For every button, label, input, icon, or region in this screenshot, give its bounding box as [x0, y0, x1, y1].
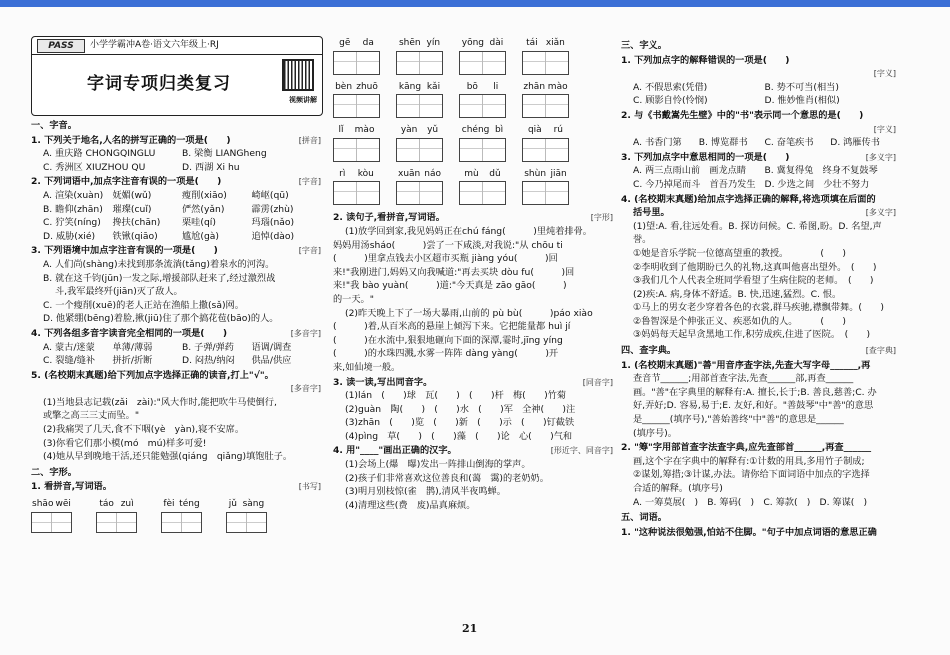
sentence: (3)明月别枝惊(雀 鹊),清风半夜鸣蝉。 — [345, 486, 506, 498]
header-series-bar — [32, 37, 322, 55]
pinyin-grid-row — [333, 168, 613, 206]
section-heading: 五、词语。 — [621, 512, 667, 524]
options — [31, 230, 321, 244]
question-text: 4. (名校期末真题)给加点字选择正确的解释,将选项填在后面的 — [621, 193, 876, 205]
options[interactable]: A. 一筹莫展( ) B. 筹码( ) C. 筹款( ) D. 筹谋( ) — [633, 496, 868, 508]
option[interactable]: A. 人们尚(shàng)未找到那条流淌(tǎng)着泉水的河沟。 — [43, 258, 275, 270]
sentence: (2)我痛哭了几天,食不下咽(yè yàn),寝不安席。 — [43, 424, 245, 436]
sentence: (4)她从早到晚地干活,还只能勉强(qiáng qiǎng)填饱肚子。 — [43, 451, 293, 463]
question-text: 1. 看拼音,写词语。 — [31, 481, 112, 493]
tag: [多音字] — [290, 384, 321, 394]
question-line: 合适的解释。(填序号) — [633, 483, 723, 494]
sentence-continued: 或擎之高三三丈而坠。" — [43, 410, 140, 422]
definition-line: (2)疾:A. 病,身体不舒适。B. 快,迅速,猛烈。C. 恨。 — [633, 288, 842, 300]
question-text: 2. 读句子,看拼音,写词语。 — [333, 212, 445, 224]
option-continued: 斗,我军最终歼(jiān)灭了敌人。 — [55, 286, 183, 298]
section-heading: 三、字义。 — [621, 40, 667, 51]
question — [31, 175, 321, 189]
option-word: 璀璨(cuǐ) — [112, 203, 152, 215]
column-middle — [333, 37, 613, 512]
tag: [字音] — [298, 177, 321, 187]
question — [621, 54, 896, 68]
passage-line: (2)昨天晚上下了一场大暴雨,山前的 pù bù( )páo xiào — [345, 307, 593, 319]
pinyin: jiān — [550, 168, 567, 179]
options — [31, 203, 321, 217]
option-word: 供品/供应 — [251, 355, 292, 367]
pinyin-box — [522, 81, 569, 119]
homophone-row: (4)pìng 草( ) ( )藻 ( )论 心( )气和 — [345, 430, 573, 442]
option[interactable]: D. 他紧绷(bēng)着脸,揪(jiū)住了那个搞花苞(bāo)的人。 — [43, 313, 279, 325]
question-text: 3. 读一读,写出同音字。 — [333, 376, 433, 388]
pinyin: shēn — [398, 38, 421, 48]
tag: [拼音] — [298, 135, 321, 145]
tag: [多音字] — [290, 328, 321, 338]
option[interactable]: A. 蒙古/迷蒙 — [43, 341, 95, 353]
writing-grid[interactable] — [396, 181, 443, 205]
pinyin-box — [333, 37, 380, 75]
passage-line: ( )的水珠四溅,水雾一阵阵 dàng yàng( )开 — [333, 348, 559, 360]
option-word: 铁锹(qiāo) — [112, 230, 158, 242]
tag: [字形] — [590, 213, 613, 223]
question-text: 2. 与《书戴嵩先生壁》中的"书"表示同一个意思的是( ) — [621, 109, 864, 121]
option[interactable]: B. 就在这千钧(jūn)一发之际,增援部队赶来了,经过激烈战 — [43, 272, 276, 284]
pinyin: zhān — [523, 81, 546, 92]
options — [31, 147, 321, 161]
question — [31, 134, 321, 148]
pinyin: kǎi — [426, 81, 441, 92]
section-heading-row — [621, 344, 896, 358]
writing-grid[interactable] — [459, 138, 506, 162]
question-text: 1. (名校期末真题)"善"用音序查字法,先查大写字母______,再 — [621, 359, 871, 371]
pinyin: wēi — [55, 499, 71, 510]
options — [621, 178, 896, 192]
passage-line: 来!"我刚进门,妈妈又向我喊道:"再去买块 dòu fu( )回 — [333, 266, 575, 278]
pinyin: fèi — [163, 499, 175, 510]
column-right — [621, 37, 896, 539]
option[interactable]: C. 奋笔疾书 — [764, 137, 814, 149]
pinyin: dài — [489, 38, 504, 48]
writing-grid[interactable] — [459, 51, 506, 75]
pinyin-box — [396, 124, 443, 162]
pinyin: bì — [494, 125, 504, 136]
pinyin-box — [459, 124, 506, 162]
passage-line: 的一天。" — [333, 293, 374, 305]
question-text: 5. (名校期末真题)给下列加点字选择正确的读音,打上"√"。 — [31, 369, 274, 381]
pinyin: náo — [424, 168, 441, 179]
column-left — [31, 117, 321, 533]
option[interactable]: A. 不假思索(凭借) — [633, 81, 708, 93]
pinyin-box — [522, 124, 569, 162]
pinyin: shùn — [524, 168, 547, 179]
question — [31, 480, 321, 494]
qr-code-icon[interactable] — [282, 59, 314, 91]
passage-line: ( )在水流中,狠狠地砸向下面的深潭,霎时,jīng yíng — [333, 334, 563, 346]
tag: [多义字] — [865, 208, 896, 218]
section-heading: 四、查字典。 — [621, 345, 677, 357]
pinyin: bō — [466, 81, 478, 92]
question-text: 1. "这种说法很勉强,怕站不住脚。"句子中加点词语的意思正确 — [621, 526, 877, 538]
pinyin-box — [459, 37, 506, 75]
pinyin-box — [396, 168, 443, 206]
pinyin: yōng — [461, 38, 484, 48]
sentence: (2)孩子们非常喜欢这位善良和(蔼 霭)的老奶奶。 — [345, 472, 549, 484]
pinyin: yàn — [400, 125, 418, 136]
option[interactable]: B. 势不可当(相当) — [764, 81, 839, 93]
option-word: 尴尬(gà) — [182, 230, 220, 242]
pinyin-box — [459, 168, 506, 206]
pinyin-box — [396, 81, 443, 119]
pinyin: zhuō — [356, 81, 378, 92]
pinyin: mào — [354, 125, 375, 136]
option[interactable]: D. 闷热/纳闷 — [182, 355, 235, 367]
sentence: ②鲁智深是个伸张正义、疾恶如仇的人。 ( ) — [633, 315, 846, 327]
option[interactable]: A. 书香门第 — [633, 137, 682, 149]
writing-grid[interactable] — [226, 512, 267, 533]
pinyin: xiǎn — [545, 38, 565, 48]
tag: [多义字] — [865, 152, 896, 162]
pinyin: mào — [547, 81, 568, 92]
top-bar — [0, 0, 950, 7]
option[interactable]: A. 重庆路 CHONGQINGLU — [43, 148, 156, 160]
option-word: 崎岖(qū) — [251, 189, 289, 201]
options — [31, 161, 321, 175]
option-word: 妩媚(wǔ) — [112, 189, 152, 201]
writing-grid[interactable] — [522, 181, 569, 205]
question-text: 括号里。 — [633, 207, 670, 219]
question-text: 1. 下列加点字的解释错误的一项是( ) — [621, 54, 790, 66]
pinyin: rú — [553, 125, 564, 136]
pinyin-grid-row — [333, 37, 613, 75]
question-line: 画,这个字在字典中的解释有:①计数的用具,多用竹子制成; — [633, 455, 865, 467]
writing-grid[interactable] — [522, 94, 569, 118]
question-text: 4. 用"____"画出正确的汉字。 — [333, 445, 457, 457]
pinyin-box — [31, 498, 72, 533]
writing-grid[interactable] — [31, 512, 72, 533]
question-line: 画。"善"在字典里的解释有:A. 擅长,长于;B. 善良,慈善;C. 办 — [633, 386, 877, 398]
question — [31, 244, 321, 258]
option-word: 瘦削(xiāo) — [182, 189, 227, 201]
question-line: 查音节______;用部首查字法,先查______部,再查______ — [633, 373, 854, 385]
sentence: (1)会场上(爆 曝)发出一阵排山倒海的掌声。 — [345, 459, 531, 471]
series-title: 小学学霸冲A卷·语文六年级上·RJ — [90, 40, 219, 50]
question-text: 4. 下列各组多音字读音完全相同的一项是( ) — [31, 327, 228, 339]
option[interactable]: C. 秀洲区 XIUZHOU QU — [43, 161, 146, 173]
sentence: (1)当地县志记载(zǎi zài):"风大作时,能把吹牛马使倒行, — [43, 396, 277, 408]
question — [333, 211, 613, 225]
question — [333, 444, 613, 458]
writing-grid[interactable] — [396, 51, 443, 75]
tag: [书写] — [298, 482, 321, 492]
pinyin-box — [522, 168, 569, 206]
tag-row — [621, 123, 896, 137]
option[interactable]: B. 梁衡 LIANGheng — [182, 148, 267, 160]
page-title: 字词专项归类复习 — [87, 74, 231, 94]
pinyin: qià — [527, 125, 542, 136]
options — [621, 164, 896, 178]
question-text: 2. "筹"字用部首查字法查字典,应先查部首______,再查______ — [621, 442, 872, 454]
question — [621, 151, 896, 165]
pinyin-box — [522, 37, 569, 75]
writing-grid[interactable] — [333, 138, 380, 162]
option[interactable]: A. 两三点雨山前 画龙点睛 — [633, 165, 747, 177]
options — [31, 216, 321, 230]
question-text: 2. 下列词语中,加点字注音有误的一项是( ) — [31, 176, 222, 188]
writing-grid[interactable] — [459, 181, 506, 205]
pinyin: tái — [526, 38, 538, 48]
pinyin: kāng — [398, 81, 422, 92]
tag-row — [31, 382, 321, 396]
pinyin-grid-row — [333, 81, 613, 119]
tag: [查字典] — [865, 346, 896, 356]
pinyin-box — [396, 37, 443, 75]
pinyin-grid-row — [31, 498, 321, 533]
question — [621, 359, 896, 373]
pinyin: chéng — [461, 125, 490, 136]
pinyin-box — [161, 498, 202, 533]
homophone-row: (1)lán ( )球 瓦( ) ( )杆 梅( )竹菊 — [345, 390, 567, 402]
question-line: ②谋划,筹措;③计谋,办法。请你给下面词语中加点的字选择 — [633, 469, 870, 481]
writing-grid[interactable] — [96, 512, 137, 533]
question — [621, 193, 896, 207]
option-word: 拼折/折断 — [112, 355, 153, 367]
pinyin-box — [333, 168, 380, 206]
sentence: (4)清理这些(费 废)品真麻烦。 — [345, 499, 476, 511]
pinyin: rì — [339, 168, 346, 179]
options — [621, 81, 896, 95]
option[interactable]: D. 少选之间 少壮不努力 — [764, 178, 870, 190]
pinyin: yín — [426, 38, 441, 48]
sentence: ①她是音乐学院一位德高望重的教授。 ( ) — [633, 247, 846, 259]
tag: [字音] — [298, 246, 321, 256]
pinyin: gē — [339, 38, 351, 48]
writing-grid[interactable] — [522, 51, 569, 75]
option-word: 追悼(dào) — [251, 230, 295, 242]
writing-grid[interactable] — [459, 94, 506, 118]
options — [621, 94, 896, 108]
question-line: 是______(填序号),"善始善终"中"善"的意思是______ — [633, 414, 844, 426]
question — [621, 109, 896, 123]
passage-line: ( )着,从百米高的悬崖上倾泻下来。它把能量都 huì jí — [333, 321, 571, 333]
homophone-row: (2)guàn 陶( ) ( )水 ( )军 全神( )注 — [345, 403, 576, 415]
pinyin: yǔ — [427, 125, 439, 136]
writing-grid[interactable] — [161, 512, 202, 533]
question-text: 3. 下列语境中加点字注音有误的一项是( ) — [31, 245, 218, 257]
pinyin: bèn — [335, 81, 353, 92]
pinyin-box — [333, 124, 380, 162]
option[interactable]: D. 鸿雁传书 — [830, 137, 880, 149]
pinyin: kòu — [357, 168, 374, 179]
option[interactable]: D. 威胁(xié) — [43, 230, 96, 242]
homophone-row: (3)zhān ( )览 ( )新 ( )示 ( )钉截铁 — [345, 417, 575, 429]
option[interactable]: C. 顾影自怜(怜悯) — [633, 95, 708, 107]
pinyin: xuān — [398, 168, 421, 179]
pinyin-box — [96, 498, 137, 533]
passage-line: 妈妈用汤sháo( )尝了一下咸淡,对我说:"从 chōu ti — [333, 239, 563, 251]
option[interactable]: C. 裂缝/缝补 — [43, 355, 96, 367]
option[interactable]: B. 子弹/弹药 — [182, 341, 234, 353]
option[interactable]: D. 西湖 Xi hu — [182, 161, 240, 173]
tag-row — [621, 67, 896, 81]
writing-grid[interactable] — [333, 94, 380, 118]
passage-line: 来!"我 bào yuàn( )道:"今天真是 zāo gāo( ) — [333, 280, 567, 292]
tag: [字义] — [873, 69, 896, 79]
pinyin: da — [362, 38, 374, 48]
pinyin-grid-row — [333, 124, 613, 162]
writing-grid[interactable] — [333, 51, 380, 75]
question — [333, 376, 613, 390]
option[interactable]: B. 瞻仰(zhān) — [43, 203, 103, 215]
qr-caption: 视频讲解 — [289, 96, 317, 104]
option[interactable]: D. 惟妙惟肖(相似) — [764, 95, 840, 107]
writing-grid[interactable] — [396, 138, 443, 162]
passage-line: ( )里拿点钱去小区超市买瓶 jiàng yóu( )回 — [333, 253, 558, 265]
options — [621, 136, 896, 150]
pinyin: li — [493, 81, 499, 92]
options — [31, 189, 321, 203]
pinyin: téng — [179, 499, 200, 510]
question — [621, 526, 896, 540]
pinyin: dǔ — [489, 168, 501, 179]
sentence: (3)你看它们那小模(mó mú)样多可爱! — [43, 437, 207, 449]
pinyin-box — [226, 498, 267, 533]
question-text: 1. 下列关于地名,人名的拼写正确的一项是( ) — [31, 134, 231, 146]
option-word: 霹雳(zhù) — [251, 203, 294, 215]
option[interactable]: B. 博览群书 — [698, 137, 748, 149]
option[interactable]: C. 今乃掉尾而斗 首吾乃发生 — [633, 178, 756, 190]
pinyin: zuì — [120, 499, 134, 510]
worksheet-header — [31, 36, 323, 116]
section-heading: 二、字形。 — [31, 466, 77, 478]
definition-line: (1)望:A. 看,往远处看。B. 探访问候。C. 希图,盼。D. 名望,声誉。 — [633, 220, 882, 246]
writing-grid[interactable] — [333, 181, 380, 205]
option[interactable]: B. 冀复得兔 终身不复鼓琴 — [764, 165, 878, 177]
question-text: 3. 下列加点字中意思相同的一项是( ) — [621, 151, 790, 163]
tag: [同音字] — [582, 377, 613, 387]
sentence: ①马上的男女老少穿着各色的衣裳,群马疾驰,襟飘带舞。( ) — [633, 302, 884, 314]
pinyin: táo — [99, 499, 114, 510]
option-word: 俨然(yǎn) — [182, 203, 225, 215]
option-word: 单薄/薄弱 — [112, 341, 153, 353]
option-word: 搀扶(chān) — [112, 217, 161, 229]
pinyin: lǐ — [338, 125, 344, 136]
page-number: 21 — [462, 622, 478, 635]
question — [31, 369, 321, 383]
question — [31, 327, 321, 341]
section-heading: 一、字音。 — [31, 120, 77, 131]
options — [31, 354, 321, 368]
passage-line: 来,如仙境一般。 — [333, 361, 401, 373]
pinyin: mù — [464, 168, 479, 179]
sentence: ②李明收到了他期盼已久的礼物,这真叫他喜出望外。 ( ) — [633, 261, 877, 273]
option[interactable]: C. 一个瘦削(xuē)的老人正站在渔船上撒(sǎ)网。 — [43, 299, 244, 311]
option-word: 栗哇(qí) — [182, 217, 216, 229]
option-word: 语调/调查 — [251, 341, 292, 353]
pinyin: shāo — [32, 499, 54, 510]
pass-logo: PASS — [37, 39, 85, 53]
pinyin: sàng — [242, 499, 265, 510]
pinyin-box — [459, 81, 506, 119]
option-word: 玛瑙(nǎo) — [251, 217, 295, 229]
document-page — [0, 7, 950, 655]
sentence: ③妈妈每天起早贪黑地工作,积劳成疾,住进了医院。 ( ) — [633, 329, 871, 341]
pinyin-box — [333, 81, 380, 119]
tag: [字义] — [873, 124, 896, 134]
writing-grid[interactable] — [396, 94, 443, 118]
tag: [形近字、同音字] — [550, 446, 613, 456]
writing-grid[interactable] — [522, 138, 569, 162]
sentence: ③我们几个人代表全班同学看望了生病住院的老师。 ( ) — [633, 275, 874, 287]
passage-line: (1)放学回到家,我见妈妈正在chú fáng( )里炖着排骨。 — [345, 225, 592, 237]
option[interactable]: C. 狞笑(níng) — [43, 217, 101, 229]
question-line: 好,弄好;D. 容易,易于;E. 友好,和好。"善鼓琴"中"善"的意思 — [633, 400, 874, 412]
question-line: (填序号)。 — [633, 427, 677, 439]
pinyin: jǔ — [228, 499, 237, 510]
question — [621, 441, 896, 455]
question-continued — [621, 206, 896, 220]
options — [31, 341, 321, 355]
option[interactable]: A. 渲染(xuàn) — [43, 189, 104, 201]
